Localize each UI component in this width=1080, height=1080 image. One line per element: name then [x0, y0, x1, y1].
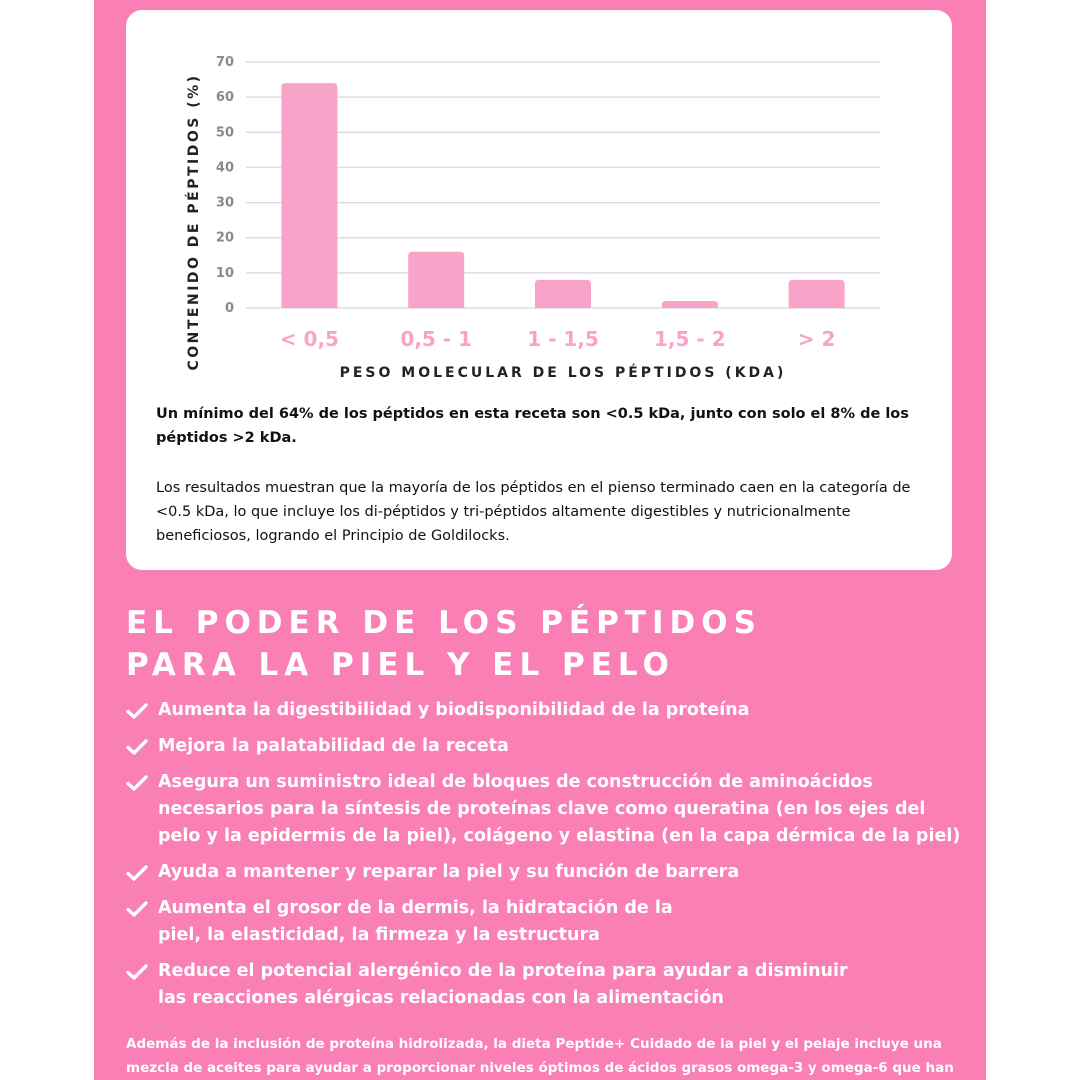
- chart-note-bold: Un mínimo del 64% de los péptidos en esta receta son <0.5 kDa, junto con solo el 8% de los péptidos >2 kDa.: [156, 406, 909, 446]
- benefits-list: [126, 697, 966, 1021]
- y-tick-label: 40: [215, 160, 234, 176]
- x-category-label: 1,5 - 2: [654, 327, 726, 351]
- benefit-text-line: Aumenta el grosor de la dermis, la hidratación de la: [158, 898, 673, 918]
- bar: [408, 252, 464, 308]
- x-category-label: 0,5 - 1: [400, 327, 472, 351]
- section-title: [126, 602, 966, 686]
- check-icon: [126, 864, 148, 882]
- x-category-label: 1 - 1,5: [527, 327, 599, 351]
- bar: [281, 83, 337, 308]
- x-category-label: > 2: [797, 327, 836, 351]
- benefit-item: [126, 895, 966, 949]
- y-tick-label: 10: [215, 265, 234, 281]
- benefit-item: [126, 697, 966, 724]
- benefit-text-line: piel, la elasticidad, la firmeza y la estructura: [158, 925, 600, 945]
- section-title-line-2: PARA LA PIEL Y EL PELO: [126, 647, 675, 683]
- bar: [789, 280, 845, 308]
- y-tick-label: 0: [224, 301, 234, 316]
- benefit-item: [126, 958, 966, 1012]
- benefit-text-line: Asegura un suministro ideal de bloques de construcción de aminoácidos: [158, 772, 873, 792]
- benefit-text-line: pelo y la epidermis de la piel), colágeno y elastina (en la capa dérmica de la piel): [158, 826, 961, 846]
- check-icon: [126, 702, 148, 720]
- bar: [662, 301, 718, 308]
- check-icon: [126, 963, 148, 981]
- check-icon: [126, 738, 148, 756]
- benefit-text-line: las reacciones alérgicas relacionadas con la alimentación: [158, 988, 724, 1008]
- chart-card: [126, 10, 952, 570]
- x-category-label: < 0,5: [279, 327, 339, 351]
- footer-paragraph: [126, 1032, 956, 1080]
- benefit-item: [126, 733, 966, 760]
- benefit-text-line: Aumenta la digestibilidad y biodisponibilidad de la proteína: [158, 700, 750, 720]
- chart-note-body: Los resultados muestran que la mayoría de los péptidos en el pienso terminado caen en la categoría de <0.5 kDa, lo que incluye los di-péptidos y tri-péptidos altamente digestibles y nutricionalmente beneficiosos, logrando el Principio de Goldilocks.: [156, 480, 911, 544]
- y-tick-label: 30: [215, 195, 234, 211]
- x-axis-label: PESO MOLECULAR DE LOS PÉPTIDOS (KDA): [339, 365, 787, 381]
- footer-line-2: mezcla de aceites para ayudar a proporcionar niveles óptimos de ácidos grasos omega-3 y omega-6 que han: [126, 1060, 954, 1076]
- y-tick-label: 70: [215, 55, 234, 70]
- y-tick-label: 60: [215, 90, 234, 106]
- y-tick-label: 20: [215, 230, 234, 246]
- y-axis-label: CONTENIDO DE PÉPTIDOS (%): [186, 73, 202, 371]
- footer-line-1: Además de la inclusión de proteína hidrolizada, la dieta Peptide+ Cuidado de la piel y el pelaje incluye una: [126, 1036, 942, 1052]
- y-tick-label: 50: [215, 125, 234, 141]
- benefit-text-line: Reduce el potencial alergénico de la proteína para ayudar a disminuir: [158, 961, 848, 981]
- benefit-text-line: Ayuda a mantener y reparar la piel y su función de barrera: [158, 862, 740, 882]
- benefit-text-line: Mejora la palatabilidad de la receta: [158, 736, 509, 756]
- check-icon: [126, 774, 148, 792]
- section-title-line-1: EL PODER DE LOS PÉPTIDOS: [126, 605, 762, 641]
- bar: [535, 280, 591, 308]
- pink-panel: [94, 0, 986, 1080]
- benefit-text-line: necesarios para la síntesis de proteínas clave como queratina (en los ejes del: [158, 799, 926, 819]
- benefit-item: [126, 769, 966, 850]
- check-icon: [126, 900, 148, 918]
- benefit-item: [126, 859, 966, 886]
- peptide-bar-chart: [126, 10, 952, 390]
